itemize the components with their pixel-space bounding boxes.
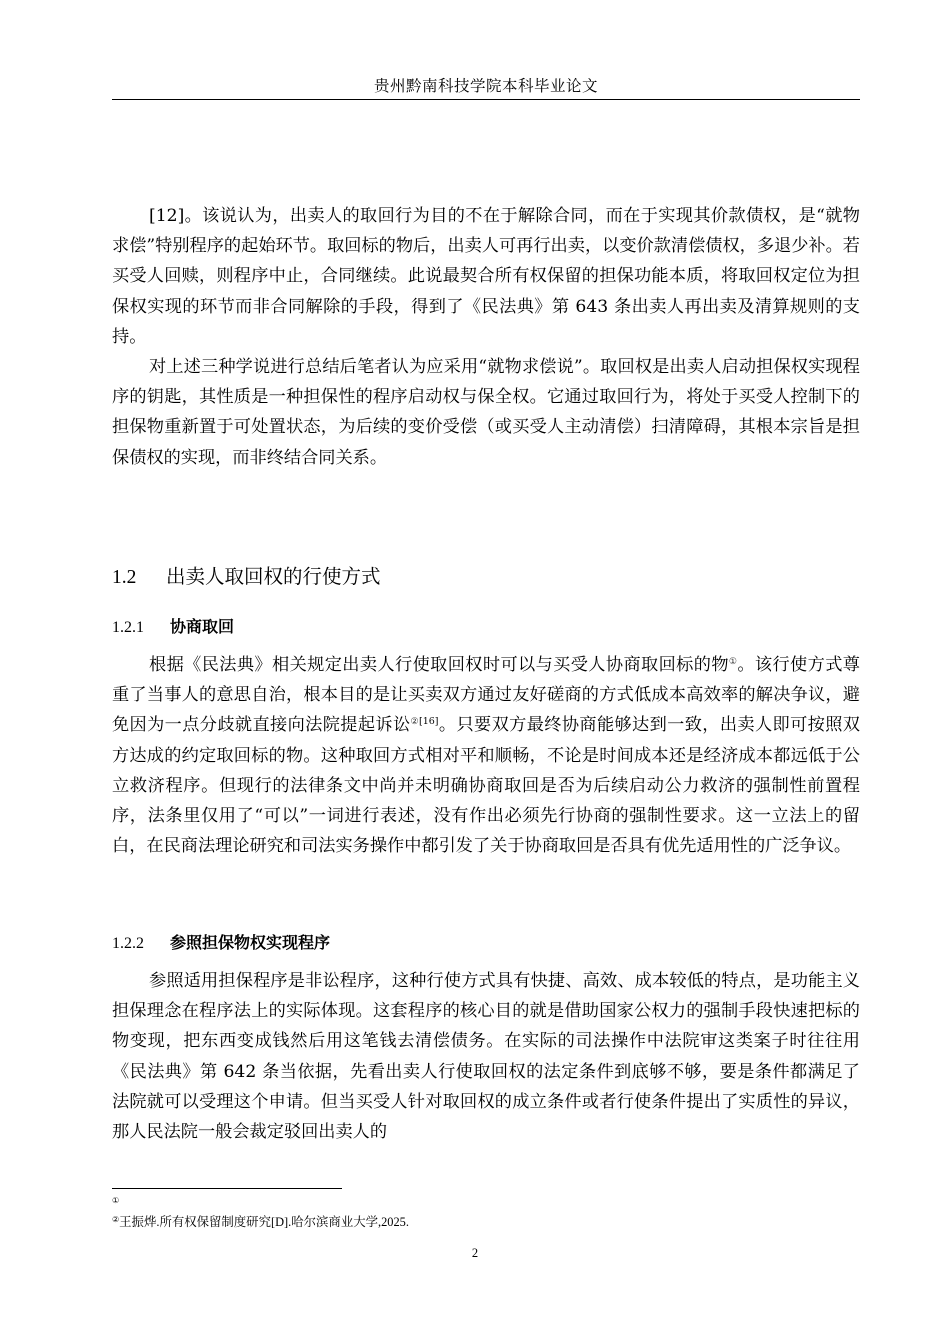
footnote-mark: ② — [112, 1215, 120, 1224]
footnote-ref-2[interactable]: ② — [410, 717, 419, 728]
footnote-text: 王振烨.所有权保留制度研究[D].哈尔滨商业大学,2025. — [119, 1215, 409, 1229]
subsection-number: 1.2.2 — [112, 935, 144, 952]
subsection-heading-1-2-1 — [112, 614, 234, 637]
text-run: 。只要双方最终协商能够达到一致，出卖人即可按照双方达成的约定取回标的物。这种取回方式相对平和顺畅，不论是时间成本还是经济成本都远低于公立救济程序。但现行的法律条文中尚并未明确协商取回是否为后续启动公力救济的强制性前置程序，法条里仅用了“可以”一词进行表述，没有作出必须先行协商的强制性要求。这一立法上的留白，在民商法理论研究和司法实务操作中都引发了关于协商取回是否具有优先适用性的广泛争议。 — [112, 715, 860, 857]
running-header: 贵州黔南科技学院本科毕业论文 — [373, 77, 598, 95]
citation-ref[interactable]: [16] — [419, 716, 439, 728]
subsection-number: 1.2.1 — [112, 619, 144, 636]
footnote-separator — [112, 1188, 342, 1189]
section-heading-1-2 — [112, 561, 381, 589]
footnote-1 — [112, 1196, 119, 1211]
subsection-1-2-2-text — [112, 966, 860, 1147]
paragraph — [112, 650, 860, 861]
subsection-1-2-1-text — [112, 650, 860, 861]
paragraph: 参照适用担保程序是非讼程序，这种行使方式具有快捷、高效、成本较低的特点，是功能主义担保理念在程序法上的实际体现。这套程序的核心目的就是借助国家公权力的强制手段快速把标的物变现，把东西变成钱然后用这笔钱去清偿债务。在实际的司法操作中法院审这类案子时往往用《民法典》第 642 条当依据，先看出卖人行使取回权的法定条件到底够不够，要是条件都满足了法院就可以受理这个申请。但当买受人针对取回权的成立条件或者行使条件提出了实质性的异议，那人民法院一般会裁定驳回出卖人的 — [112, 971, 860, 1143]
footnote-mark: ① — [112, 1196, 120, 1205]
subsection-heading-1-2-2 — [112, 930, 330, 953]
paragraph: 对上述三种学说进行总结后笔者认为应采用“就物求偿说”。取回权是出卖人启动担保权实现程序的钥匙，其性质是一种担保性的程序启动权与保全权。它通过取回行为，将处于买受人控制下的担保物重新置于可处置状态，为后续的变价受偿（或买受人主动清偿）扫清障碍，其根本宗旨是担保债权的实现，而非终结合同关系。 — [112, 357, 860, 468]
footnote-2 — [112, 1215, 409, 1230]
header-rule — [112, 99, 860, 100]
subsection-title: 协商取回 — [170, 617, 235, 636]
page-number: 2 — [471, 1246, 479, 1260]
footnote-ref-1[interactable]: ① — [728, 657, 738, 667]
section-number: 1.2 — [112, 567, 137, 588]
text-run: 。该行使方式尊重了当事人的意思自治，根本目的是让买卖双方通过友好磋商的方式低成本高效率的解决争议，避免因为一点分歧就直接向法院提起诉讼 — [112, 655, 860, 736]
intro-text — [112, 201, 860, 473]
subsection-title: 参照担保物权实现程序 — [170, 933, 331, 952]
section-title: 出卖人取回权的行使方式 — [166, 565, 381, 588]
text-run: 根据《民法典》相关规定出卖人行使取回权时可以与买受人协商取回标的物 — [149, 655, 729, 675]
paragraph: [12]。该说认为，出卖人的取回行为目的不在于解除合同，而在于实现其价款债权，是“就物求偿”特别程序的起始环节。取回标的物后，出卖人可再行出卖，以变价款清偿债权，多退少补。若买受人回赎，则程序中止，合同继续。此说最契合所有权保留的担保功能本质，将取回权定位为担保权实现的环节而非合同解除的手段，得到了《民法典》第 643 条出卖人再出卖及清算规则的支持。 — [112, 206, 860, 347]
